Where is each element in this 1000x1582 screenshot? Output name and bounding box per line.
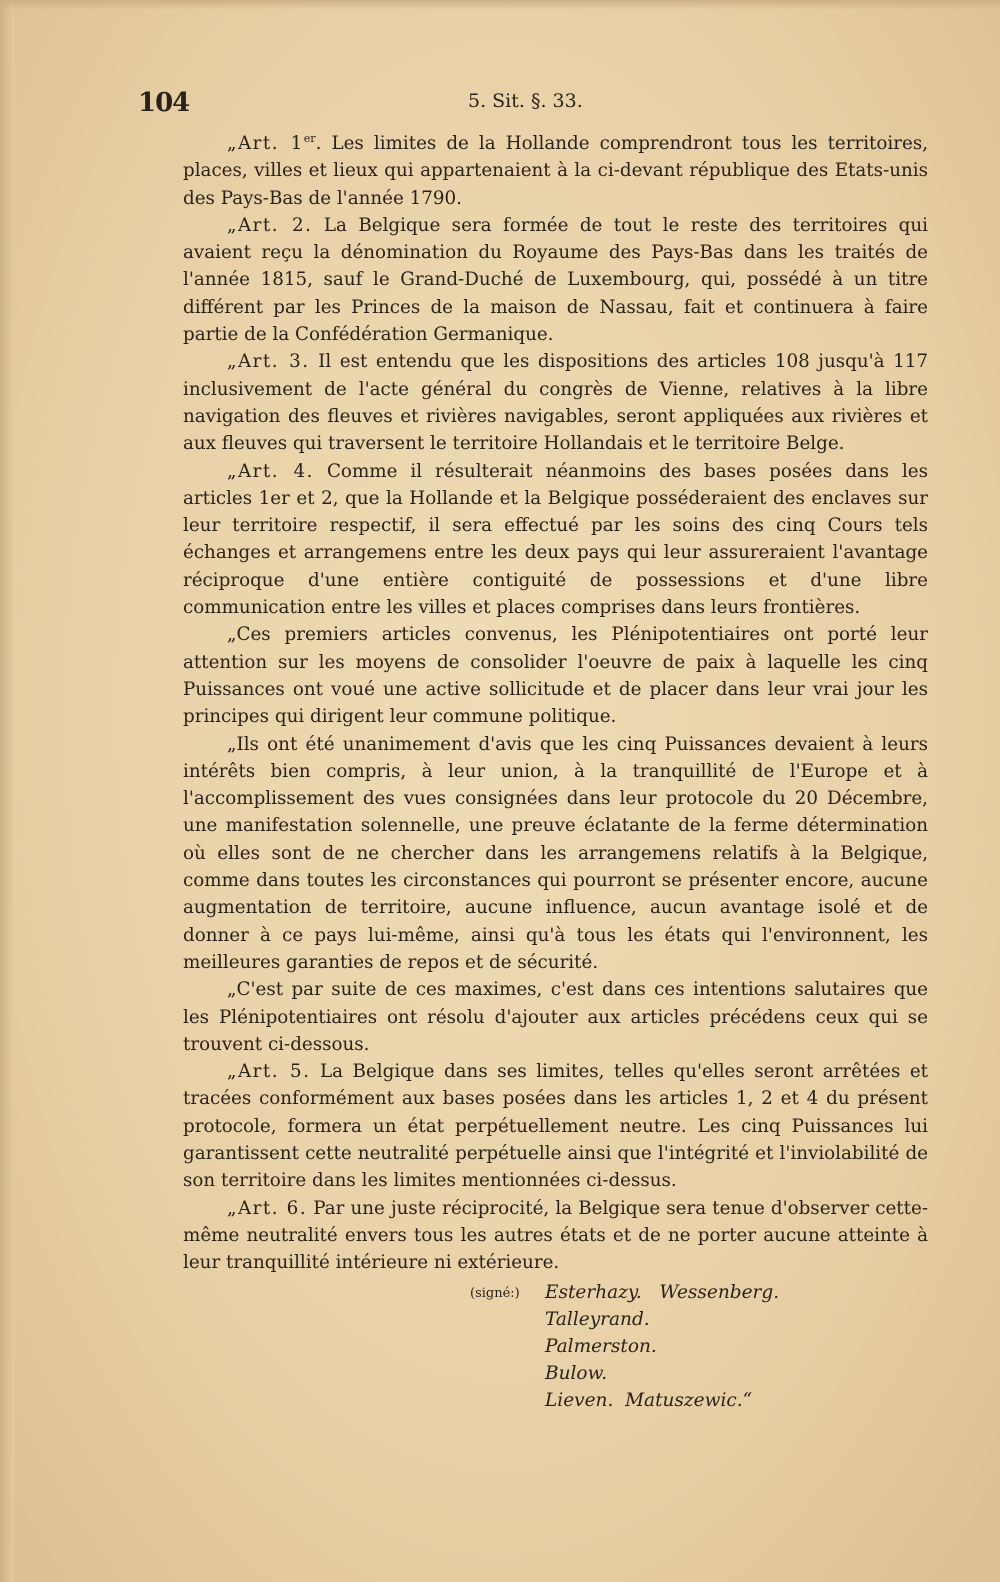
page-header [138, 88, 928, 128]
signature-line [545, 1363, 607, 1384]
page-top-shadow [0, 0, 1000, 10]
paragraph-text: La Belgique sera formée de tout le reste des territoires qui avaient reçu la dénomination du Royaume des Pays-Bas dans les traités de l'année 1815, sauf le Grand-Duché de Luxembourg, qui, possédé à un titre différent par les Princes de la maison de Nassau, fait et continuera à faire partie de la Confédération Germanique. [183, 214, 928, 346]
paragraph-text: C'est par suite de ces maximes, c'est dans ces intentions salutaires que les Plénipotentiaires ont résolu d'ajouter aux articles précédens ceux qui se trouvent ci-dessous. [183, 979, 928, 1055]
article-label: „Art. 4. [227, 460, 314, 482]
paragraph-text: Ils ont été unanimement d'avis que les cinq Puissances devaient à leurs intérêts bien compris, à leur union, à la tranquillité de l'Europe et à l'accomplissement des vues consignées dans leur protocole du 20 Décembre, une manifestation solennelle, une preuve éclatante de la ferme détermination où elles sont de ne chercher dans les arrangemens relatifs à la Belgique, comme dans toutes les circonstances qui pourront se présenter encore, aucune augmentation de territoire, aucune influence, aucun avantage isolé et de donner à ce pays lui-même, ainsi qu'à tous les états qui l'environnent, les meilleures garanties de repos et de sécurité. [183, 733, 928, 973]
paragraph-text: Ces premiers articles convenus, les Plénipotentiaires ont porté leur attention sur les moyens de consolider l'oeuvre de paix à laquelle les cinq Puissances ont voué une active sollicitude et de placer dans leur vrai jour les principes qui dirigent leur commune politique. [183, 624, 928, 728]
article-label: „Art. 5. [227, 1061, 311, 1083]
page-number: 104 [138, 88, 190, 118]
signature-names: Bulow. [545, 1363, 608, 1384]
document-body [183, 130, 928, 1276]
signature-line [545, 1336, 657, 1357]
quote-mark: „ [227, 979, 237, 1001]
signature-names: Esterhazy. Wessenberg. [545, 1282, 780, 1303]
signature-line [545, 1282, 779, 1303]
superscript: er [303, 131, 316, 145]
running-head: 5. Sit. §. 33. [468, 90, 583, 112]
page-edge-shadow [0, 0, 14, 1582]
article-6-paragraph [183, 1195, 928, 1277]
article-4-paragraph [183, 458, 928, 622]
article-2-paragraph [183, 212, 928, 348]
signature-line [545, 1390, 752, 1411]
signature-label: (signé:) [470, 1286, 520, 1301]
paragraph-text: La Belgique dans ses limites, telles qu'elles seront arrêtées et tracées conformément aux bases posées dans les articles 1, 2 et 4 du présent protocole, formera un état perpétuellement neutre. Les cinq Puissances lui garantissent cette neutralité perpétuelle ainsi que l'intégrité et l'inviolabilité de son territoire dans les limites mentionnées ci-dessus. [183, 1061, 928, 1192]
paragraph-text: Il est entendu que les dispositions des articles 108 jusqu'à 117 inclusivement de l'acte général du congrès de Vienne, relatives à la libre navigation des fleuves et rivières navigables, seront appliquées aux rivières et aux fleuves qui traversent le territoire Hollandais et le territoire Belge. [183, 351, 928, 455]
signature-names: Palmerston. [545, 1336, 657, 1357]
quote-mark: „ [227, 624, 237, 646]
signature-names: Lieven. Matuszewic.“ [545, 1390, 753, 1411]
article-3-paragraph [183, 348, 928, 457]
article-label: „Art. 2. [227, 214, 313, 236]
paragraph [183, 621, 928, 730]
article-label: „Art. 3. [227, 351, 310, 373]
paragraph [183, 731, 928, 977]
article-1-paragraph [183, 130, 928, 212]
quote-mark: „ [227, 733, 237, 755]
article-label: „Art. 6. [227, 1197, 308, 1219]
paragraph-text: . Les limites de la Hollande comprendront tous les territoires, places, villes et lieux qui appartenaient à la ci-devant république des Etats-unis des Pays-Bas de l'année 1790. [183, 133, 929, 209]
paragraph-text: Comme il résulterait néanmoins des bases posées dans les articles 1er et 2, que la Hollande et la Belgique posséderaient des enclaves sur leur territoire respectif, il sera effectué par les soins des cinq Cours tels échanges et arrangemens entre les deux pays qui leur assureraient l'avantage réciproque d'une entière contiguité de possessions et d'une libre communication entre les villes et places comprises dans leurs frontières. [183, 460, 928, 619]
paragraph [183, 976, 928, 1058]
signature-line [545, 1309, 650, 1330]
article-5-paragraph [183, 1058, 928, 1194]
paragraph-text: Par une juste réciprocité, la Belgique sera tenue d'observer cette-même neutralité envers tous les autres états et de ne porter aucune atteinte à leur tranquillité intérieure ni extérieure. [183, 1197, 928, 1274]
signature-names: Talleyrand. [545, 1309, 650, 1330]
article-label: „Art. 1 [227, 133, 304, 154]
